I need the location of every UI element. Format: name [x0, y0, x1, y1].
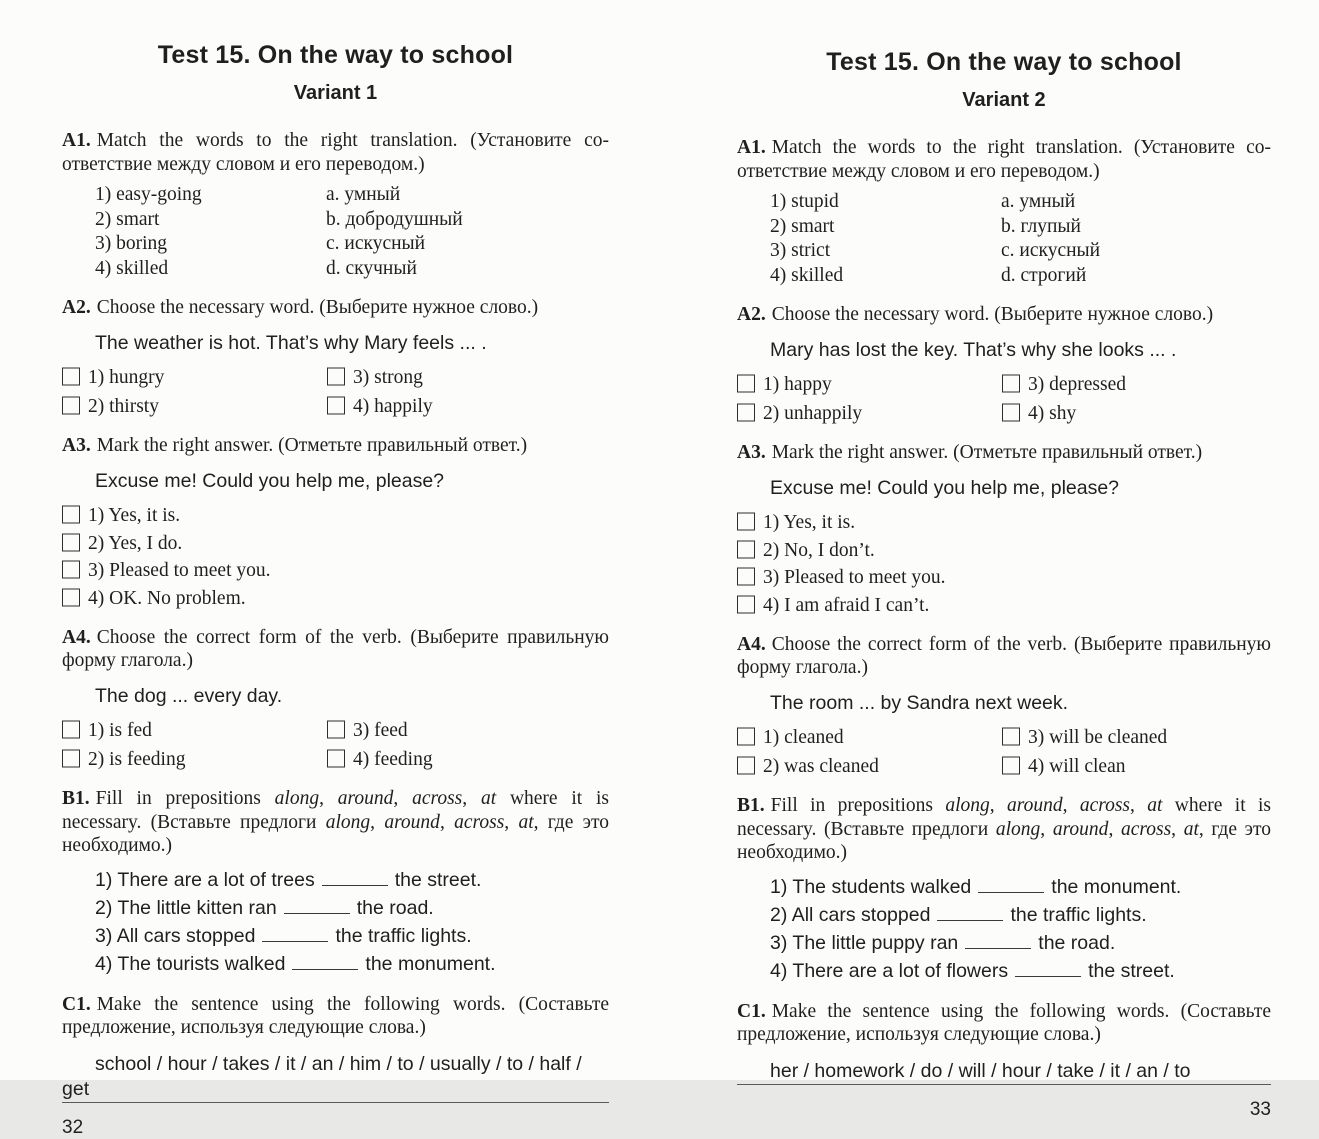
task-c1-words: her / homework / do / will / hour / take / it / an / to — [770, 1059, 1191, 1082]
blank-line[interactable] — [322, 868, 388, 886]
option — [327, 747, 609, 772]
checkbox[interactable] — [327, 750, 345, 768]
checkbox[interactable] — [737, 513, 755, 531]
task-c1-label: C1. — [737, 1000, 766, 1022]
match-word: smart — [791, 215, 835, 237]
match-word: skilled — [116, 257, 169, 279]
option — [737, 401, 1002, 426]
option — [62, 394, 327, 419]
match-translation: умный — [1019, 191, 1076, 212]
option-label: 4) happily — [353, 396, 433, 417]
option-label: 3) will be cleaned — [1028, 727, 1168, 748]
checkbox[interactable] — [737, 375, 755, 393]
match-letter: a. — [326, 184, 340, 205]
option — [62, 503, 609, 528]
checkbox[interactable] — [62, 397, 80, 415]
fill-item: 3) The little puppy ran the road. — [770, 931, 1116, 954]
page-right — [659, 0, 1318, 1120]
task-a2-instruction: A2. Choose the necessary word. (Выберите нужное слово.) — [737, 304, 1214, 325]
task-c1-label: C1. — [62, 993, 91, 1015]
match-row — [737, 190, 1271, 215]
match-row — [62, 232, 609, 257]
option — [62, 586, 609, 611]
checkbox[interactable] — [1002, 757, 1020, 775]
option-label: 1) hungry — [88, 367, 165, 388]
option-label: 4) shy — [1028, 403, 1077, 424]
task-b1-items — [737, 873, 1271, 985]
option-label: 3) strong — [353, 367, 423, 388]
task-a4-instruction: A4. Choose the correct form of the verb. (Выберите правильную форму глагола.) — [62, 626, 609, 671]
checkbox[interactable] — [737, 568, 755, 586]
task-a4-label: A4. — [737, 633, 766, 655]
task-a4-prompt: The room ... by Sandra next week. — [770, 691, 1069, 714]
match-letter: b. — [326, 208, 341, 230]
fill-item: 2) The little kitten ran the road. — [95, 896, 434, 919]
blank-line[interactable] — [292, 952, 358, 970]
checkbox[interactable] — [327, 397, 345, 415]
option-label: 3) depressed — [1028, 374, 1127, 395]
match-row — [62, 183, 609, 208]
task-a2-options — [737, 372, 1271, 426]
fill-item: 2) All cars stopped the traffic lights. — [770, 903, 1147, 926]
checkbox[interactable] — [737, 757, 755, 775]
blank-line[interactable] — [1015, 959, 1081, 977]
match-letter: d. — [326, 257, 341, 279]
match-translation: глупый — [1020, 215, 1081, 237]
task-a3-prompt: Excuse me! Could you help me, please? — [770, 476, 1120, 499]
option-label: 2) is feeding — [88, 749, 186, 770]
fill-item: 4) The tourists walked the monument. — [95, 952, 496, 975]
task-b1-instruction: B1. Fill in prepositions along, around, across, at where it is necessary. (Вставьте предлоги along, around, across, at, где это необходимо.) — [62, 788, 610, 856]
option — [327, 394, 609, 419]
task-a3-instruction: A3. Mark the right answer. (Отметьте правильный ответ.) — [737, 442, 1203, 463]
page-footer — [737, 1084, 1271, 1121]
task-b1-label: B1. — [62, 788, 90, 809]
match-word: boring — [116, 233, 168, 254]
task-a2-instruction: A2. Choose the necessary word. (Выберите нужное слово.) — [62, 297, 539, 318]
checkbox[interactable] — [1002, 728, 1020, 746]
match-number: 4) — [95, 257, 112, 279]
checkbox[interactable] — [327, 368, 345, 386]
option — [737, 754, 1002, 779]
task-a4-instruction: A4. Choose the correct form of the verb. (Выберите правильную форму глагола.) — [737, 633, 1271, 678]
task-a3-prompt: Excuse me! Could you help me, please? — [95, 469, 445, 492]
task-a3-options — [737, 510, 1271, 618]
option — [62, 365, 327, 390]
match-translation: строгий — [1020, 264, 1087, 286]
task-a4-options — [62, 718, 609, 772]
option — [737, 510, 1271, 535]
match-number: 2) — [770, 215, 787, 237]
option — [737, 372, 1002, 397]
task-b1-instruction: B1. Fill in prepositions along, around, across, at where it is necessary. (Вставьте предлоги along, around, across, at, где это необходимо.) — [737, 795, 1272, 863]
variant-heading: Variant 1 — [293, 82, 378, 104]
checkbox[interactable] — [62, 506, 80, 524]
task-a2-label: A2. — [62, 297, 91, 318]
checkbox[interactable] — [62, 368, 80, 386]
task-c1-instruction: C1. Make the sentence using the following words. (Составьте предложение, используя следующие слова.) — [62, 993, 609, 1038]
option — [737, 725, 1002, 750]
option — [1002, 372, 1271, 397]
task-c1-instruction: C1. Make the sentence using the following words. (Составьте предложение, используя следующие слова.) — [737, 1000, 1271, 1045]
match-word: stupid — [791, 191, 839, 212]
task-a1-instruction: A1. Match the words to the right translation. (Установите соответствие между словом и его переводом.) — [62, 130, 609, 175]
task-b1-items — [62, 866, 609, 978]
page-left — [0, 0, 659, 1138]
match-number: 3) — [770, 240, 787, 261]
checkbox[interactable] — [62, 750, 80, 768]
checkbox[interactable] — [737, 404, 755, 422]
answer-line[interactable] — [737, 1084, 1271, 1085]
match-translation: скучный — [345, 257, 417, 279]
match-row — [737, 239, 1271, 264]
task-a2-options — [62, 365, 609, 419]
match-number: 3) — [95, 233, 112, 254]
fill-item: 1) There are a lot of trees the street. — [95, 868, 482, 891]
task-a1-label: A1. — [62, 130, 91, 151]
option — [327, 365, 609, 390]
option — [737, 565, 1271, 590]
option — [62, 747, 327, 772]
task-a2-label: A2. — [737, 304, 766, 325]
match-letter: c. — [326, 233, 340, 254]
match-translation: искусный — [1019, 240, 1101, 261]
option-label: 3) Pleased to meet you. — [88, 560, 271, 581]
match-letter: d. — [1001, 264, 1016, 286]
task-a1-instruction: A1. Match the words to the right translation. (Установите соответствие между словом и его переводом.) — [737, 137, 1271, 182]
match-word: skilled — [791, 264, 844, 286]
blank-line[interactable] — [965, 931, 1031, 949]
match-row — [62, 257, 609, 282]
match-translation: добродушный — [345, 208, 463, 230]
option-label: 4) feeding — [353, 749, 433, 770]
option-label: 4) I am afraid I can’t. — [763, 594, 930, 616]
match-row — [62, 208, 609, 233]
option — [737, 538, 1271, 563]
checkbox[interactable] — [62, 588, 80, 606]
task-a4-prompt: The dog ... every day. — [95, 684, 283, 707]
option-label: 4) OK. No problem. — [88, 587, 246, 609]
match-word: smart — [116, 208, 160, 230]
match-letter: b. — [1001, 215, 1016, 237]
task-c1-words: school / hour / takes / it / an / him / to / usually / to / half / get — [62, 1052, 582, 1100]
blank-line[interactable] — [262, 924, 328, 942]
blank-line[interactable] — [937, 903, 1003, 921]
match-number: 4) — [770, 264, 787, 286]
option-label: 1) happy — [763, 374, 832, 395]
option-label: 2) thirsty — [88, 396, 159, 417]
checkbox[interactable] — [1002, 404, 1020, 422]
option-label: 4) will clean — [1028, 756, 1126, 777]
option — [1002, 754, 1271, 779]
option — [1002, 401, 1271, 426]
answer-line[interactable] — [62, 1102, 609, 1103]
match-row — [737, 215, 1271, 240]
fill-item: 1) The students walked the monument. — [770, 875, 1182, 898]
match-number: 1) — [95, 184, 112, 205]
task-a4-label: A4. — [62, 626, 91, 648]
option-label: 2) No, I don’t. — [763, 539, 875, 561]
task-a4-options — [737, 725, 1271, 779]
option-label: 2) was cleaned — [763, 756, 879, 777]
page-title: Test 15. On the way to school — [157, 41, 514, 69]
checkbox[interactable] — [1002, 375, 1020, 393]
option — [62, 531, 609, 556]
match-number: 2) — [95, 208, 112, 230]
checkbox[interactable] — [62, 721, 80, 739]
option — [327, 718, 609, 743]
fill-item: 4) There are a lot of flowers the street. — [770, 959, 1175, 982]
checkbox[interactable] — [62, 533, 80, 551]
match-list — [737, 190, 1271, 288]
match-word: easy-going — [116, 184, 202, 205]
checkbox[interactable] — [737, 728, 755, 746]
match-translation: умный — [344, 184, 401, 205]
task-a2-prompt: Mary has lost the key. That’s why she looks ... . — [770, 338, 1177, 361]
option — [737, 593, 1271, 618]
page-number: 33 — [1249, 1098, 1271, 1120]
option-label: 2) unhappily — [763, 403, 863, 424]
match-translation: искусный — [344, 233, 426, 254]
match-number: 1) — [770, 191, 787, 212]
blank-line[interactable] — [284, 896, 350, 914]
page-title: Test 15. On the way to school — [826, 48, 1182, 76]
option-label: 3) Pleased to meet you. — [763, 567, 946, 588]
checkbox[interactable] — [737, 595, 755, 613]
option-label: 1) is fed — [88, 720, 152, 741]
page-footer — [62, 1102, 609, 1139]
checkbox[interactable] — [737, 540, 755, 558]
variant-heading: Variant 2 — [962, 89, 1046, 111]
match-letter: c. — [1001, 240, 1015, 261]
task-a3-instruction: A3. Mark the right answer. (Отметьте правильный ответ.) — [62, 435, 528, 456]
task-a2-prompt: The weather is hot. That’s why Mary feels ... . — [95, 331, 487, 354]
option — [62, 718, 327, 743]
option — [62, 558, 609, 583]
task-a3-label: A3. — [737, 442, 766, 463]
page-number: 32 — [62, 1116, 84, 1138]
task-b1-label: B1. — [737, 795, 765, 816]
blank-line[interactable] — [978, 875, 1044, 893]
match-letter: a. — [1001, 191, 1015, 212]
fill-item: 3) All cars stopped the traffic lights. — [95, 924, 472, 947]
task-a1-label: A1. — [737, 137, 766, 158]
option — [1002, 725, 1271, 750]
checkbox[interactable] — [327, 721, 345, 739]
option-label: 2) Yes, I do. — [88, 532, 183, 554]
option-label: 3) feed — [353, 720, 408, 741]
match-list — [62, 183, 609, 281]
option-label: 1) cleaned — [763, 727, 844, 748]
match-row — [737, 264, 1271, 289]
task-a3-options — [62, 503, 609, 611]
task-a3-label: A3. — [62, 435, 91, 456]
match-word: strict — [791, 240, 831, 261]
option-label: 1) Yes, it is. — [763, 512, 856, 533]
option-label: 1) Yes, it is. — [88, 505, 181, 526]
checkbox[interactable] — [62, 561, 80, 579]
